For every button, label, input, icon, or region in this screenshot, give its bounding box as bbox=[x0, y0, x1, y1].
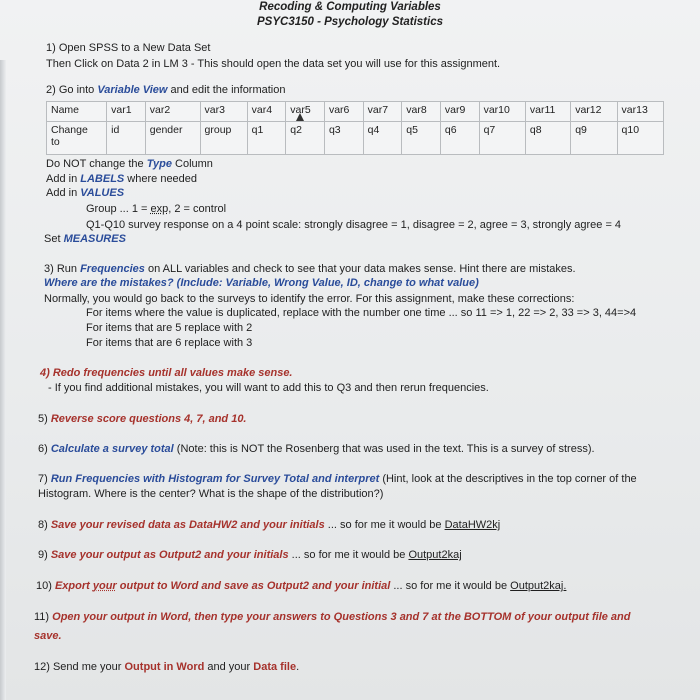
document-title: Recoding & Computing Variables bbox=[259, 1, 441, 13]
step7-post: (Hint, look at the descriptives in the top corner of the bbox=[379, 473, 637, 485]
note-labels-pre: Add in bbox=[46, 173, 81, 185]
variable-table bbox=[46, 101, 664, 155]
table-cell: q7 bbox=[479, 122, 525, 155]
table-cell: var11 bbox=[525, 102, 570, 122]
step9 bbox=[38, 549, 462, 561]
step9-pre: 9) bbox=[38, 549, 51, 561]
values-link: VALUES bbox=[80, 187, 125, 199]
step7-line2: Histogram. Where is the center? What is the shape of the distribution?) bbox=[38, 488, 384, 500]
step10 bbox=[36, 580, 566, 592]
to-label: to bbox=[51, 136, 60, 148]
table-cell: var13 bbox=[617, 102, 663, 122]
group-exp: exp bbox=[150, 203, 169, 215]
table-cell: var7 bbox=[363, 102, 402, 122]
note-type-pre: Do NOT change the bbox=[46, 158, 147, 170]
step12-data-file: Data file bbox=[253, 661, 297, 673]
step4-sub: - If you find additional mistakes, you will want to add this to Q3 and then rerun frequencies. bbox=[48, 382, 489, 394]
note-group-pre: Group ... 1 = bbox=[86, 203, 151, 215]
table-cell: var1 bbox=[107, 102, 146, 122]
table-cell: q10 bbox=[617, 122, 663, 155]
type-link: Type bbox=[146, 158, 172, 170]
step12-post: . bbox=[296, 661, 300, 673]
step9-red: Save your output as Output2 and your initials bbox=[50, 549, 289, 561]
step3-line1 bbox=[44, 263, 576, 275]
table-cell: Name bbox=[47, 102, 107, 122]
step7-pre: 7) bbox=[38, 473, 51, 485]
step3-six-rule: For items that are 6 replace with 3 bbox=[86, 337, 253, 349]
step12-pre: 12) Send me your bbox=[34, 661, 125, 673]
note-labels-post: where needed bbox=[124, 173, 198, 185]
step10-pre: 10) bbox=[36, 580, 55, 592]
step10-red1: Export bbox=[54, 580, 93, 592]
step5 bbox=[38, 413, 247, 425]
table-change-row bbox=[47, 122, 664, 155]
step6-post: (Note: this is NOT the Rosenberg that was used in the text. This is a survey of stress). bbox=[173, 443, 595, 455]
table-cell: q3 bbox=[324, 122, 363, 155]
table-cell: id bbox=[107, 122, 146, 155]
table-cell: var12 bbox=[571, 102, 617, 122]
page-margin-shadow bbox=[0, 60, 6, 700]
frequencies-link: Frequencies bbox=[80, 263, 145, 275]
change-label: Change bbox=[51, 124, 88, 136]
step8-example: DataHW2kj bbox=[444, 519, 501, 531]
table-cell: var9 bbox=[440, 102, 479, 122]
step3-mistakes-question: Where are the mistakes? (Include: Variable, Wrong Value, ID, change to what value) bbox=[44, 277, 479, 289]
step12 bbox=[34, 661, 299, 673]
step1-line2: Then Click on Data 2 in LM 3 - This should open the data set you will use for this assignment. bbox=[46, 58, 501, 70]
note-values bbox=[46, 187, 124, 199]
note-group bbox=[86, 203, 226, 215]
step10-your: your bbox=[92, 580, 117, 592]
table-cell: q2 bbox=[286, 122, 325, 155]
table-cell: var8 bbox=[402, 102, 441, 122]
table-cell: var2 bbox=[145, 102, 200, 122]
step10-example: Output2kaj. bbox=[510, 580, 567, 592]
step9-example: Output2kaj bbox=[408, 549, 462, 561]
step3-duplicate-rule: For items where the value is duplicated, replace with the number one time ... so 11 => 1, 22 => 2, 33 => 3, 44=>4 bbox=[86, 307, 637, 319]
step11-line1 bbox=[34, 611, 630, 623]
note-measures bbox=[44, 233, 126, 245]
mouse-cursor-icon bbox=[296, 113, 304, 121]
step6-blue: Calculate a survey total bbox=[50, 443, 174, 455]
note-measures-pre: Set bbox=[44, 233, 64, 245]
step2-pre: 2) Go into bbox=[46, 84, 98, 96]
step10-post: ... so for me it would be bbox=[390, 580, 511, 592]
step7-blue: Run Frequencies with Histogram for Survey Total and interpret bbox=[50, 473, 380, 485]
step8-pre: 8) bbox=[38, 519, 51, 531]
table-cell: var3 bbox=[200, 102, 247, 122]
step4-main: 4) Redo frequencies until all values make sense. bbox=[40, 367, 293, 379]
step11-red: Open your output in Word, then type your answers to Questions 3 and 7 at the BOTTOM of your output file and bbox=[52, 611, 631, 623]
measures-link: MEASURES bbox=[63, 233, 126, 245]
table-cell: var4 bbox=[247, 102, 286, 122]
step3-pre: 3) Run bbox=[44, 263, 81, 275]
step1-line1: 1) Open SPSS to a New Data Set bbox=[46, 42, 211, 54]
step6 bbox=[38, 443, 595, 455]
note-type-post: Column bbox=[171, 158, 213, 170]
step3-five-rule: For items that are 5 replace with 2 bbox=[86, 322, 253, 334]
note-type bbox=[46, 158, 213, 170]
step5-text: Reverse score questions 4, 7, and 10. bbox=[50, 413, 247, 425]
step8-post: ... so for me it would be bbox=[324, 519, 445, 531]
step12-mid: and your bbox=[204, 661, 254, 673]
table-cell: q8 bbox=[525, 122, 570, 155]
table-cell: q4 bbox=[363, 122, 402, 155]
step3-normally: Normally, you would go back to the surveys to identify the error. For this assignment, make these corrections: bbox=[44, 293, 575, 305]
table-cell: var6 bbox=[324, 102, 363, 122]
table-header-row bbox=[47, 102, 664, 122]
table-cell: q9 bbox=[571, 122, 617, 155]
step2-post: and edit the information bbox=[167, 84, 286, 96]
course-name: PSYC3150 - Psychology Statistics bbox=[257, 16, 443, 28]
note-group-post: , 2 = control bbox=[168, 203, 227, 215]
step8 bbox=[38, 519, 500, 531]
table-cell: group bbox=[200, 122, 247, 155]
step11-line2: save. bbox=[34, 630, 62, 642]
table-cell: q5 bbox=[402, 122, 441, 155]
step9-post: ... so for me it would be bbox=[288, 549, 409, 561]
step6-pre: 6) bbox=[38, 443, 51, 455]
step8-red: Save your revised data as DataHW2 and your initials bbox=[50, 519, 325, 531]
step3-post: on ALL variables and check to see that your data makes sense. Hint there are mistakes. bbox=[144, 263, 576, 275]
table-cell: q1 bbox=[247, 122, 286, 155]
step7-line1 bbox=[38, 473, 637, 485]
step10-red2: output to Word and save as Output2 and your initial bbox=[116, 580, 391, 592]
variable-view-link: Variable View bbox=[97, 84, 168, 96]
change-to-cell bbox=[47, 122, 107, 155]
table-cell: var5 bbox=[286, 102, 325, 122]
step5-pre: 5) bbox=[38, 413, 51, 425]
table-cell: var10 bbox=[479, 102, 525, 122]
note-q-scale: Q1-Q10 survey response on a 4 point scale: strongly disagree = 1, disagree = 2, agree = 3, strongly agree = 4 bbox=[86, 219, 622, 231]
labels-link: LABELS bbox=[80, 173, 125, 185]
step12-output: Output in Word bbox=[124, 661, 205, 673]
table-cell: q6 bbox=[440, 122, 479, 155]
step2-line bbox=[46, 84, 286, 96]
note-labels bbox=[46, 173, 197, 185]
step11-pre: 11) bbox=[34, 611, 53, 623]
table-cell: gender bbox=[145, 122, 200, 155]
note-values-pre: Add in bbox=[46, 187, 81, 199]
